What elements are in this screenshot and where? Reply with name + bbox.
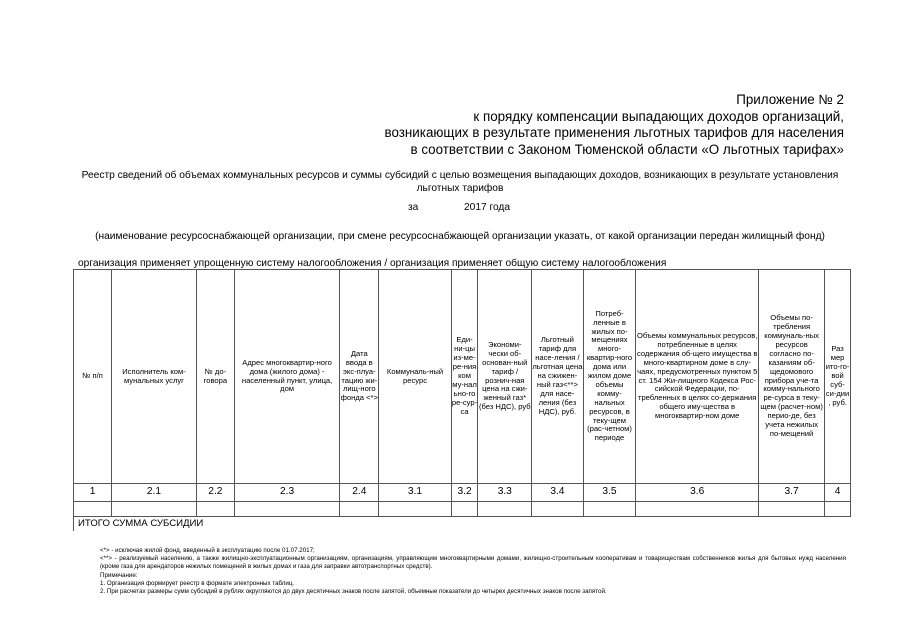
- appendix-number: Приложение № 2: [736, 92, 844, 107]
- table-cell[interactable]: [825, 502, 851, 517]
- table-cell[interactable]: [340, 502, 379, 517]
- appendix-line: возникающих в результате применения льготных тарифов для населения: [384, 125, 844, 140]
- header-cell: Объемы по-требления коммуналь-ных ресурсов согласно по-казаниям об-щедомового прибора уче-та комму-нального ре-сурса в теку-щем (расчет-ном) перио-де, без учета нежилых по-мещений: [759, 270, 825, 484]
- total-row: [74, 517, 851, 532]
- note-item: 1. Организация формирует реестр в формате электронных таблиц.: [100, 579, 295, 587]
- note-item: 2. При расчетах размеры сумм субсидий в рублях округляются до двух десятичных знаков после запятой, объемные показатели до четырех десятичных знаков после запятой.: [100, 588, 607, 596]
- header-cell: Льготный тариф для насе-ления / льготная цена на сжижен-ный газ<**> для насе-ления (без НДС), руб.: [532, 270, 584, 484]
- column-number: 2.3: [234, 484, 339, 502]
- header-cell: Дата ввода в экс-плуа-тацию жи-лищ-ного фонда <*>: [340, 270, 379, 484]
- column-number: 3.1: [379, 484, 451, 502]
- footnotes: [100, 547, 846, 596]
- register-table: [73, 269, 851, 531]
- appendix-line: к порядку компенсации выпадающих доходов организаций,: [473, 108, 844, 124]
- header-cell: Коммуналь-ный ресурс: [379, 270, 451, 484]
- column-number: 3.4: [532, 484, 584, 502]
- period-year: 2017 года: [464, 202, 511, 213]
- table-cell[interactable]: [74, 502, 112, 517]
- footnote: <*> - исключая жилой фонд, введенный в эксплуатацию после 01.07.2017;: [100, 547, 315, 554]
- column-number: 2.4: [340, 484, 379, 502]
- table-cell[interactable]: [478, 502, 532, 517]
- header-cell: № п/п: [74, 270, 112, 484]
- column-number: 3.2: [451, 484, 478, 502]
- table-cell[interactable]: [451, 502, 478, 517]
- total-label: ИТОГО СУММА СУБСИДИИ: [74, 517, 851, 532]
- table-cell[interactable]: [196, 502, 234, 517]
- column-number: 2.1: [112, 484, 197, 502]
- register-title: Реестр сведений об объемах коммунальных ресурсов и суммы субсидий с целью возмещения выпадающих доходов, возникающих в результате установления льготных тарифов: [81, 170, 839, 194]
- table-cell[interactable]: [759, 502, 825, 517]
- header-cell: Адрес многоквартир-ного дома (жилого дома) - населенный пункт, улица, дом: [234, 270, 339, 484]
- table-cell[interactable]: [234, 502, 339, 517]
- header-cell: Потреб-ленные в жилых по-мещениях много-квартир-ного дома или жилом доме объемы комму-нальных ресурсов, в теку-щем (рас-четном) периоде: [583, 270, 636, 484]
- column-number: 3.5: [583, 484, 636, 502]
- header-cell: Еди-ни-цы из-ме-ре-ния ком му-нал ьно-го ре-сур-са: [451, 270, 478, 484]
- header-cell: Экономи-чески об-основан-ный тариф / рознич-ная цена на сжи-женный газ* (без НДС), руб: [478, 270, 532, 484]
- column-number: 4: [825, 484, 851, 502]
- appendix-line: в соответствии с Законом Тюменской области «О льготных тарифах»: [410, 141, 844, 157]
- table-cell[interactable]: [583, 502, 636, 517]
- header-cell: Исполнитель ком-мунальных услуг: [112, 270, 197, 484]
- column-number: 1: [74, 484, 112, 502]
- footnote: <**> - реализуемый населению, а также жилищно-эксплуатационным организациям, организациям, управляющим многоквартирными домами, жилищно-строительным кооперативам и товариществам собственников жилья для бытовых нужд населения (кроме газа для арендаторов нежилых помещений в жилых домах и газа для заправки автотранспортных средств).: [100, 555, 846, 571]
- note-heading: Примечание:: [100, 571, 138, 579]
- column-number: 3.7: [759, 484, 825, 502]
- period-prefix: за: [408, 202, 419, 213]
- table-header-row: [74, 270, 851, 484]
- table-cell[interactable]: [112, 502, 197, 517]
- table-cell[interactable]: [379, 502, 451, 517]
- column-number: 3.6: [636, 484, 759, 502]
- header-cell: № до-говора: [196, 270, 234, 484]
- column-number: 2.2: [196, 484, 234, 502]
- column-number: 3.3: [478, 484, 532, 502]
- header-cell: Объемы коммунальных ресурсов, потребленные в целях содержания об-щего имущества в много-квартирном доме в слу-чаях, предусмотренных пунктом 5 ст. 154 Жи-лищного Кодекса Рос-сийской Федерации, по-требленных в целях со-держания общего иму-щества в многоквартир-ном доме: [636, 270, 759, 484]
- table-cell[interactable]: [636, 502, 759, 517]
- tax-system-line: организация применяет упрощенную систему налогообложения / организация применяет общую систему налогообложения: [78, 258, 667, 269]
- table-cell[interactable]: [532, 502, 584, 517]
- table-row: [74, 502, 851, 517]
- header-cell: Раз мер ито-го-вой суб-си-дии , руб.: [825, 270, 851, 484]
- column-number-row: [74, 484, 851, 502]
- organization-name-hint: (наименование ресурсоснабжающей организации, при смене ресурсоснабжающей организации указать, от какой организации передан жилищный фонд): [95, 231, 825, 242]
- appendix-header: [284, 92, 844, 158]
